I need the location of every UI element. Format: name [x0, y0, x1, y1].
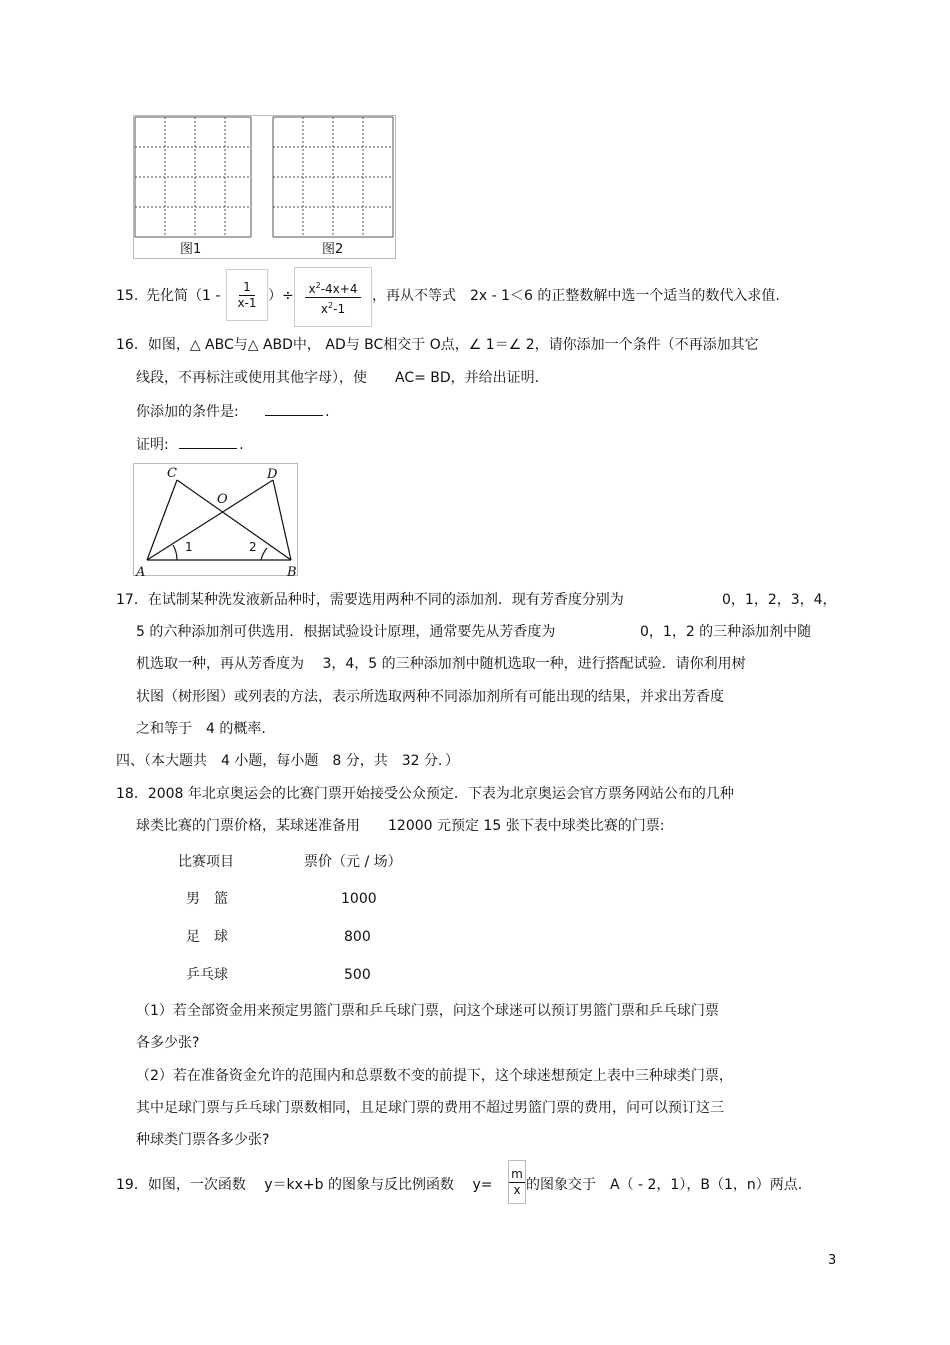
q15-fraction-1 — [226, 269, 268, 321]
grid-figures-svg — [133, 115, 398, 259]
q16-proof: 证明: . — [136, 434, 244, 454]
q18-table-row-item: 男 篮 — [186, 891, 228, 907]
q15-fraction-2 — [294, 267, 372, 327]
q15-frac1-den: x-1 — [237, 295, 257, 310]
q19-fraction — [508, 1160, 526, 1204]
q18-part1-line2: 各多少张? — [136, 1035, 200, 1051]
q17-line5: 之和等于 4 的概率. — [136, 721, 266, 737]
grid-figures — [133, 115, 398, 259]
fig2-label: 图2 — [322, 242, 344, 257]
fig1-label: 图1 — [180, 242, 202, 257]
q19-pre: 19．如图，一次函数 y＝kx+b 的图象与反比例函数 y= — [116, 1177, 493, 1193]
q18-part2-line2: 其中足球门票与乒乓球门票数相同，且足球门票的费用不超过男篮门票的费用，问可以预订这三 — [136, 1100, 724, 1116]
q16-condition-blank[interactable] — [265, 401, 323, 416]
q16-condition: 你添加的条件是: . — [136, 401, 330, 421]
q15-mid: ）÷ — [268, 288, 294, 304]
q16-label-C: C — [167, 466, 177, 481]
q18-table-row-price: 1000 — [341, 891, 377, 907]
q16-line2: 线段，不再标注或使用其他字母），使 AC= BD，并给出证明. — [136, 370, 540, 386]
q18-table-header-price: 票价（元 / 场） — [304, 854, 402, 870]
q18-table-header-item: 比赛项目 — [178, 854, 234, 870]
q17-line1b: 0，1，2，3，4， — [722, 592, 837, 608]
q16-proof-label: 证明: — [136, 437, 169, 453]
q17-line4: 状图（树形图）或列表的方法，表示所选取两种不同添加剂所有可能出现的结果，并求出芳香度 — [136, 689, 724, 705]
page-number: 3 — [828, 1253, 837, 1268]
q16-label-O: O — [217, 492, 228, 507]
q15-number: 15. — [116, 288, 139, 304]
q18-table-row-item: 足 球 — [186, 929, 228, 945]
q15-frac1-num: 1 — [239, 280, 255, 296]
q19-post: 的图象交于 A（ - 2，1），B（1，n）两点. — [526, 1177, 803, 1193]
q16-label-B: B — [287, 565, 297, 579]
q16-label-D: D — [267, 467, 278, 482]
q16-proof-blank[interactable] — [179, 434, 237, 449]
q15-post: ，再从不等式 2x - 1＜6 的正整数解中选一个适当的数代入求值. — [372, 288, 780, 304]
q16-line1: 16．如图，△ ABC与△ ABD中， AD与 BC相交于 O点，∠ 1＝∠ 2，请你添加一个条件（不再添加其它 — [116, 337, 759, 353]
q18-line2: 球类比赛的门票价格，某球迷准备用 12000 元预定 15 张下表中球类比赛的门票: — [136, 818, 665, 834]
q15-pre: 先化简（1 - — [146, 288, 221, 304]
q18-part2-line1: （2）若在准备资金允许的范围内和总票数不变的前提下，这个球迷想预定上表中三种球类门票， — [136, 1068, 733, 1084]
q16-angle-1: 1 — [185, 540, 193, 554]
q17-line3: 机选取一种，再从芳香度为 3，4，5 的三种添加剂中随机选取一种，进行搭配试验．请你利用树 — [136, 656, 746, 672]
q18-part2-line3: 种球类门票各多少张? — [136, 1132, 270, 1148]
q18-table-row-price: 500 — [344, 967, 371, 983]
q17-line2b: 0，1，2 的三种添加剂中随 — [640, 624, 812, 640]
q18-line1: 18．2008 年北京奥运会的比赛门票开始接受公众预定．下表为北京奥运会官方票务网站公布的几种 — [116, 786, 734, 802]
q16-figure — [133, 463, 303, 579]
q19-frac-den: x — [513, 1182, 521, 1197]
q15-frac2-den: $x^2-1$ — [320, 300, 346, 316]
q16-angle-2: 2 — [249, 540, 257, 554]
q17-line1a: 17．在试制某种洗发液新品种时，需要选用两种不同的添加剂．现有芳香度分别为 — [116, 592, 624, 608]
q18-part1-line1: （1）若全部资金用来预定男篮门票和乒乓球门票，问这个球迷可以预订男篮门票和乒乓球门票 — [136, 1003, 719, 1019]
section4-heading: 四、（本大题共 4 小题，每小题 8 分，共 32 分．） — [116, 753, 459, 769]
q16-label-A: A — [136, 565, 146, 579]
q16-condition-label: 你添加的条件是: — [136, 404, 239, 420]
q16-figure-svg — [133, 463, 303, 579]
q17-line2a: 5 的六种添加剂可供选用．根据试验设计原理，通常要先从芳香度为 — [136, 624, 556, 640]
q15-frac2-num: $x^2-4x+4$ — [305, 278, 362, 298]
q19-frac-num: m — [511, 1166, 523, 1181]
q18-table-row-item: 乒乓球 — [186, 967, 228, 983]
q18-table-row-price: 800 — [344, 929, 371, 945]
